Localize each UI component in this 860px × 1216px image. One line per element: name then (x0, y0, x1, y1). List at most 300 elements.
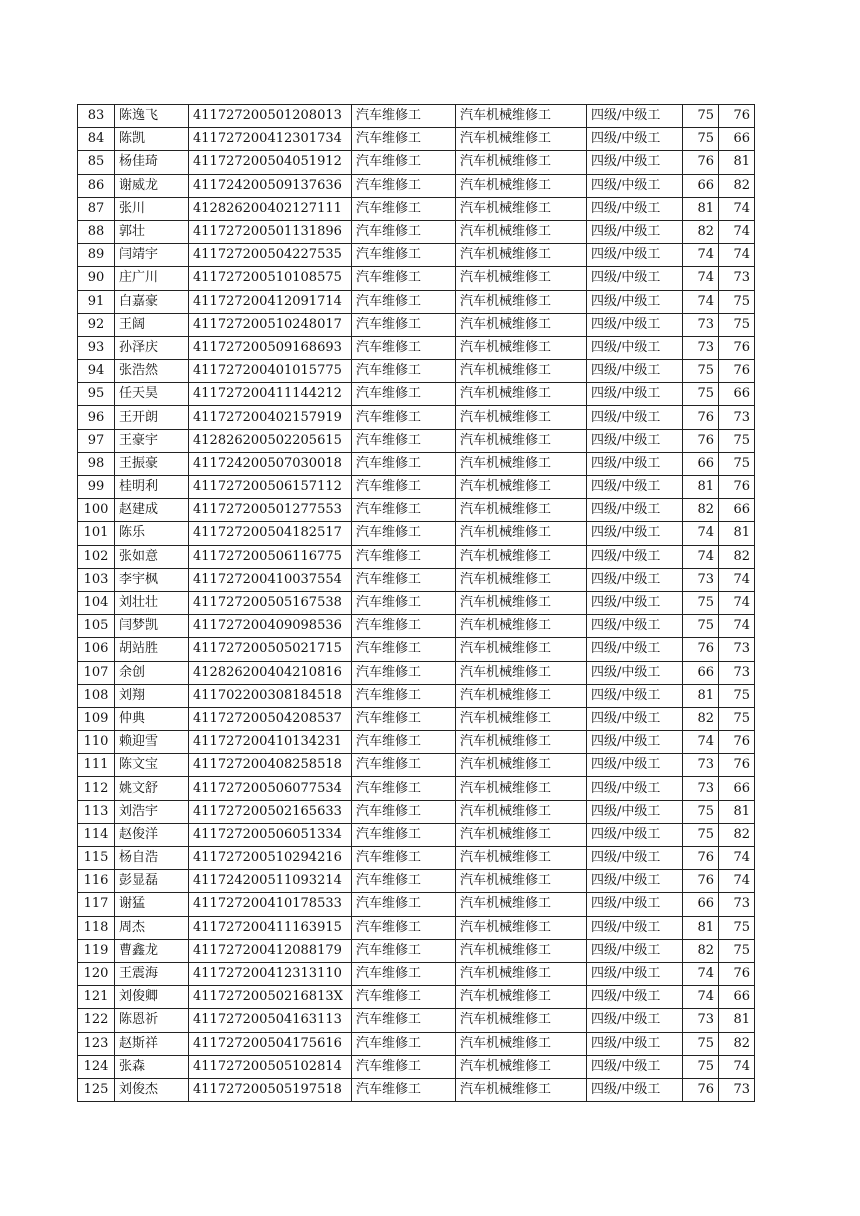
score2-cell: 76 (719, 476, 755, 499)
id-number-cell: 411727200412088179 (189, 939, 352, 962)
score2-cell: 82 (719, 823, 755, 846)
name-cell: 李宇枫 (115, 568, 189, 591)
score2-cell: 76 (719, 105, 755, 128)
id-number-cell: 411727200412091714 (189, 290, 352, 313)
table-row (78, 568, 755, 591)
score2-cell: 74 (719, 847, 755, 870)
trade-cell: 汽车维修工 (352, 754, 456, 777)
name-cell: 陈凯 (115, 128, 189, 151)
table-row (78, 313, 755, 336)
trade-cell: 汽车维修工 (352, 777, 456, 800)
name-cell: 王开朗 (115, 406, 189, 429)
level-cell: 四级/中级工 (587, 128, 683, 151)
table-row (78, 847, 755, 870)
level-cell: 四级/中级工 (587, 313, 683, 336)
name-cell: 彭显磊 (115, 870, 189, 893)
level-cell: 四级/中级工 (587, 731, 683, 754)
level-cell: 四级/中级工 (587, 452, 683, 475)
name-cell: 曹鑫龙 (115, 939, 189, 962)
name-cell: 刘壮壮 (115, 591, 189, 614)
id-number-cell: 41172720050216813X (189, 986, 352, 1009)
score2-cell: 81 (719, 800, 755, 823)
trade-cell: 汽车维修工 (352, 313, 456, 336)
id-number-cell: 411724200509137636 (189, 174, 352, 197)
name-cell: 余创 (115, 661, 189, 684)
id-number-cell: 411727200501277553 (189, 499, 352, 522)
row-number-cell: 119 (78, 939, 115, 962)
score1-cell: 75 (683, 128, 719, 151)
trade-cell: 汽车维修工 (352, 661, 456, 684)
score1-cell: 66 (683, 661, 719, 684)
row-number-cell: 89 (78, 244, 115, 267)
row-number-cell: 91 (78, 290, 115, 313)
name-cell: 赖迎雪 (115, 731, 189, 754)
job-type-cell: 汽车机械维修工 (456, 847, 587, 870)
score1-cell: 75 (683, 823, 719, 846)
row-number-cell: 121 (78, 986, 115, 1009)
score2-cell: 66 (719, 986, 755, 1009)
id-number-cell: 411727200504163113 (189, 1009, 352, 1032)
row-number-cell: 94 (78, 360, 115, 383)
row-number-cell: 102 (78, 545, 115, 568)
trade-cell: 汽车维修工 (352, 452, 456, 475)
level-cell: 四级/中级工 (587, 823, 683, 846)
job-type-cell: 汽车机械维修工 (456, 638, 587, 661)
score1-cell: 74 (683, 545, 719, 568)
level-cell: 四级/中级工 (587, 707, 683, 730)
score2-cell: 66 (719, 383, 755, 406)
table-row (78, 800, 755, 823)
trade-cell: 汽车维修工 (352, 823, 456, 846)
job-type-cell: 汽车机械维修工 (456, 777, 587, 800)
score1-cell: 76 (683, 638, 719, 661)
job-type-cell: 汽车机械维修工 (456, 1009, 587, 1032)
job-type-cell: 汽车机械维修工 (456, 800, 587, 823)
id-number-cell: 411724200511093214 (189, 870, 352, 893)
level-cell: 四级/中级工 (587, 684, 683, 707)
name-cell: 王振豪 (115, 452, 189, 475)
job-type-cell: 汽车机械维修工 (456, 244, 587, 267)
score2-cell: 75 (719, 429, 755, 452)
row-number-cell: 101 (78, 522, 115, 545)
row-number-cell: 125 (78, 1078, 115, 1101)
score2-cell: 75 (719, 290, 755, 313)
row-number-cell: 124 (78, 1055, 115, 1078)
job-type-cell: 汽车机械维修工 (456, 684, 587, 707)
trade-cell: 汽车维修工 (352, 174, 456, 197)
score1-cell: 75 (683, 360, 719, 383)
trade-cell: 汽车维修工 (352, 684, 456, 707)
table-row (78, 244, 755, 267)
level-cell: 四级/中级工 (587, 336, 683, 359)
row-number-cell: 99 (78, 476, 115, 499)
name-cell: 闫靖宇 (115, 244, 189, 267)
table-row (78, 452, 755, 475)
score2-cell: 76 (719, 962, 755, 985)
job-type-cell: 汽车机械维修工 (456, 754, 587, 777)
job-type-cell: 汽车机械维修工 (456, 731, 587, 754)
row-number-cell: 113 (78, 800, 115, 823)
name-cell: 周杰 (115, 916, 189, 939)
job-type-cell: 汽车机械维修工 (456, 916, 587, 939)
id-number-cell: 412826200502205615 (189, 429, 352, 452)
job-type-cell: 汽车机械维修工 (456, 151, 587, 174)
level-cell: 四级/中级工 (587, 360, 683, 383)
score1-cell: 74 (683, 267, 719, 290)
table-row (78, 1078, 755, 1101)
row-number-cell: 110 (78, 731, 115, 754)
score1-cell: 75 (683, 1055, 719, 1078)
row-number-cell: 117 (78, 893, 115, 916)
table-row (78, 661, 755, 684)
name-cell: 王豪宇 (115, 429, 189, 452)
level-cell: 四级/中级工 (587, 220, 683, 243)
score2-cell: 82 (719, 1032, 755, 1055)
level-cell: 四级/中级工 (587, 916, 683, 939)
name-cell: 谢威龙 (115, 174, 189, 197)
trade-cell: 汽车维修工 (352, 545, 456, 568)
row-number-cell: 120 (78, 962, 115, 985)
table-row (78, 1009, 755, 1032)
level-cell: 四级/中级工 (587, 1009, 683, 1032)
row-number-cell: 83 (78, 105, 115, 128)
table-row (78, 754, 755, 777)
score2-cell: 75 (719, 939, 755, 962)
row-number-cell: 93 (78, 336, 115, 359)
id-number-cell: 411727200401015775 (189, 360, 352, 383)
score1-cell: 66 (683, 452, 719, 475)
id-number-cell: 411727200402157919 (189, 406, 352, 429)
row-number-cell: 104 (78, 591, 115, 614)
job-type-cell: 汽车机械维修工 (456, 267, 587, 290)
roster-table-body (78, 105, 755, 1102)
job-type-cell: 汽车机械维修工 (456, 290, 587, 313)
name-cell: 刘俊卿 (115, 986, 189, 1009)
score1-cell: 73 (683, 336, 719, 359)
score1-cell: 76 (683, 847, 719, 870)
score2-cell: 76 (719, 360, 755, 383)
job-type-cell: 汽车机械维修工 (456, 870, 587, 893)
score1-cell: 76 (683, 151, 719, 174)
score1-cell: 73 (683, 777, 719, 800)
job-type-cell: 汽车机械维修工 (456, 220, 587, 243)
score1-cell: 81 (683, 476, 719, 499)
trade-cell: 汽车维修工 (352, 1032, 456, 1055)
level-cell: 四级/中级工 (587, 568, 683, 591)
row-number-cell: 123 (78, 1032, 115, 1055)
id-number-cell: 411727200510294216 (189, 847, 352, 870)
score2-cell: 76 (719, 754, 755, 777)
id-number-cell: 411727200505197518 (189, 1078, 352, 1101)
table-row (78, 406, 755, 429)
trade-cell: 汽车维修工 (352, 220, 456, 243)
score2-cell: 73 (719, 638, 755, 661)
table-row (78, 986, 755, 1009)
table-row (78, 360, 755, 383)
row-number-cell: 84 (78, 128, 115, 151)
score2-cell: 74 (719, 197, 755, 220)
score2-cell: 75 (719, 313, 755, 336)
id-number-cell: 411724200507030018 (189, 452, 352, 475)
table-row (78, 151, 755, 174)
table-row (78, 476, 755, 499)
score1-cell: 73 (683, 568, 719, 591)
name-cell: 张森 (115, 1055, 189, 1078)
table-row (78, 707, 755, 730)
job-type-cell: 汽车机械维修工 (456, 360, 587, 383)
job-type-cell: 汽车机械维修工 (456, 591, 587, 614)
score1-cell: 76 (683, 1078, 719, 1101)
row-number-cell: 85 (78, 151, 115, 174)
job-type-cell: 汽车机械维修工 (456, 615, 587, 638)
level-cell: 四级/中级工 (587, 267, 683, 290)
trade-cell: 汽车维修工 (352, 847, 456, 870)
level-cell: 四级/中级工 (587, 545, 683, 568)
id-number-cell: 411727200504182517 (189, 522, 352, 545)
name-cell: 孙泽庆 (115, 336, 189, 359)
name-cell: 陈文宝 (115, 754, 189, 777)
score2-cell: 81 (719, 522, 755, 545)
job-type-cell: 汽车机械维修工 (456, 174, 587, 197)
name-cell: 刘翔 (115, 684, 189, 707)
job-type-cell: 汽车机械维修工 (456, 1055, 587, 1078)
table-row (78, 267, 755, 290)
score1-cell: 73 (683, 313, 719, 336)
name-cell: 赵俊洋 (115, 823, 189, 846)
name-cell: 谢猛 (115, 893, 189, 916)
row-number-cell: 118 (78, 916, 115, 939)
level-cell: 四级/中级工 (587, 800, 683, 823)
name-cell: 王阔 (115, 313, 189, 336)
trade-cell: 汽车维修工 (352, 267, 456, 290)
score2-cell: 81 (719, 151, 755, 174)
trade-cell: 汽车维修工 (352, 638, 456, 661)
row-number-cell: 96 (78, 406, 115, 429)
score1-cell: 73 (683, 754, 719, 777)
table-row (78, 174, 755, 197)
id-number-cell: 411727200504227535 (189, 244, 352, 267)
score1-cell: 74 (683, 731, 719, 754)
id-number-cell: 412826200404210816 (189, 661, 352, 684)
trade-cell: 汽车维修工 (352, 986, 456, 1009)
trade-cell: 汽车维修工 (352, 383, 456, 406)
job-type-cell: 汽车机械维修工 (456, 707, 587, 730)
id-number-cell: 411727200411144212 (189, 383, 352, 406)
level-cell: 四级/中级工 (587, 105, 683, 128)
score1-cell: 81 (683, 916, 719, 939)
level-cell: 四级/中级工 (587, 197, 683, 220)
job-type-cell: 汽车机械维修工 (456, 962, 587, 985)
name-cell: 张浩然 (115, 360, 189, 383)
trade-cell: 汽车维修工 (352, 336, 456, 359)
score2-cell: 73 (719, 267, 755, 290)
level-cell: 四级/中级工 (587, 847, 683, 870)
score1-cell: 76 (683, 870, 719, 893)
name-cell: 刘浩宇 (115, 800, 189, 823)
job-type-cell: 汽车机械维修工 (456, 197, 587, 220)
id-number-cell: 411702200308184518 (189, 684, 352, 707)
score2-cell: 74 (719, 1055, 755, 1078)
score1-cell: 81 (683, 197, 719, 220)
row-number-cell: 112 (78, 777, 115, 800)
name-cell: 姚文舒 (115, 777, 189, 800)
id-number-cell: 411727200410178533 (189, 893, 352, 916)
level-cell: 四级/中级工 (587, 939, 683, 962)
job-type-cell: 汽车机械维修工 (456, 1078, 587, 1101)
trade-cell: 汽车维修工 (352, 429, 456, 452)
id-number-cell: 411727200505021715 (189, 638, 352, 661)
score1-cell: 75 (683, 383, 719, 406)
name-cell: 张如意 (115, 545, 189, 568)
score2-cell: 75 (719, 916, 755, 939)
row-number-cell: 106 (78, 638, 115, 661)
table-row (78, 638, 755, 661)
level-cell: 四级/中级工 (587, 986, 683, 1009)
row-number-cell: 88 (78, 220, 115, 243)
trade-cell: 汽车维修工 (352, 128, 456, 151)
level-cell: 四级/中级工 (587, 870, 683, 893)
level-cell: 四级/中级工 (587, 476, 683, 499)
name-cell: 胡站胜 (115, 638, 189, 661)
score2-cell: 73 (719, 406, 755, 429)
score2-cell: 73 (719, 1078, 755, 1101)
score2-cell: 74 (719, 615, 755, 638)
name-cell: 赵斯祥 (115, 1032, 189, 1055)
job-type-cell: 汽车机械维修工 (456, 939, 587, 962)
trade-cell: 汽车维修工 (352, 893, 456, 916)
score2-cell: 74 (719, 568, 755, 591)
level-cell: 四级/中级工 (587, 893, 683, 916)
trade-cell: 汽车维修工 (352, 1078, 456, 1101)
table-row (78, 128, 755, 151)
table-row (78, 823, 755, 846)
score2-cell: 75 (719, 684, 755, 707)
trade-cell: 汽车维修工 (352, 800, 456, 823)
id-number-cell: 411727200501208013 (189, 105, 352, 128)
name-cell: 闫梦凯 (115, 615, 189, 638)
trade-cell: 汽车维修工 (352, 406, 456, 429)
level-cell: 四级/中级工 (587, 383, 683, 406)
score2-cell: 81 (719, 1009, 755, 1032)
row-number-cell: 90 (78, 267, 115, 290)
table-row (78, 545, 755, 568)
job-type-cell: 汽车机械维修工 (456, 105, 587, 128)
score1-cell: 81 (683, 684, 719, 707)
level-cell: 四级/中级工 (587, 1078, 683, 1101)
name-cell: 仲典 (115, 707, 189, 730)
trade-cell: 汽车维修工 (352, 522, 456, 545)
row-number-cell: 116 (78, 870, 115, 893)
row-number-cell: 87 (78, 197, 115, 220)
score2-cell: 74 (719, 244, 755, 267)
name-cell: 杨自浩 (115, 847, 189, 870)
score2-cell: 82 (719, 174, 755, 197)
name-cell: 白嘉豪 (115, 290, 189, 313)
table-row (78, 1055, 755, 1078)
id-number-cell: 411727200409098536 (189, 615, 352, 638)
table-row (78, 684, 755, 707)
table-row (78, 591, 755, 614)
job-type-cell: 汽车机械维修工 (456, 568, 587, 591)
name-cell: 赵建成 (115, 499, 189, 522)
table-row (78, 522, 755, 545)
level-cell: 四级/中级工 (587, 174, 683, 197)
id-number-cell: 411727200410134231 (189, 731, 352, 754)
name-cell: 陈乐 (115, 522, 189, 545)
level-cell: 四级/中级工 (587, 522, 683, 545)
row-number-cell: 108 (78, 684, 115, 707)
score2-cell: 76 (719, 731, 755, 754)
job-type-cell: 汽车机械维修工 (456, 661, 587, 684)
id-number-cell: 411727200408258518 (189, 754, 352, 777)
score1-cell: 76 (683, 406, 719, 429)
score1-cell: 82 (683, 499, 719, 522)
row-number-cell: 111 (78, 754, 115, 777)
table-row (78, 336, 755, 359)
id-number-cell: 411727200502165633 (189, 800, 352, 823)
row-number-cell: 95 (78, 383, 115, 406)
job-type-cell: 汽车机械维修工 (456, 522, 587, 545)
level-cell: 四级/中级工 (587, 244, 683, 267)
table-row (78, 429, 755, 452)
score2-cell: 82 (719, 545, 755, 568)
id-number-cell: 412826200402127111 (189, 197, 352, 220)
id-number-cell: 411727200410037554 (189, 568, 352, 591)
table-row (78, 1032, 755, 1055)
id-number-cell: 411727200506051334 (189, 823, 352, 846)
score2-cell: 74 (719, 220, 755, 243)
id-number-cell: 411727200510108575 (189, 267, 352, 290)
trade-cell: 汽车维修工 (352, 1009, 456, 1032)
score1-cell: 74 (683, 522, 719, 545)
score1-cell: 82 (683, 939, 719, 962)
row-number-cell: 100 (78, 499, 115, 522)
row-number-cell: 105 (78, 615, 115, 638)
trade-cell: 汽车维修工 (352, 615, 456, 638)
level-cell: 四级/中级工 (587, 151, 683, 174)
table-row (78, 893, 755, 916)
job-type-cell: 汽车机械维修工 (456, 1032, 587, 1055)
score1-cell: 82 (683, 707, 719, 730)
trade-cell: 汽车维修工 (352, 707, 456, 730)
level-cell: 四级/中级工 (587, 615, 683, 638)
job-type-cell: 汽车机械维修工 (456, 476, 587, 499)
table-row (78, 105, 755, 128)
id-number-cell: 411727200504051912 (189, 151, 352, 174)
name-cell: 陈恩祈 (115, 1009, 189, 1032)
score1-cell: 76 (683, 429, 719, 452)
score1-cell: 75 (683, 591, 719, 614)
name-cell: 刘俊杰 (115, 1078, 189, 1101)
table-row (78, 777, 755, 800)
trade-cell: 汽车维修工 (352, 591, 456, 614)
id-number-cell: 411727200506157112 (189, 476, 352, 499)
score2-cell: 76 (719, 336, 755, 359)
table-row (78, 870, 755, 893)
name-cell: 郭壮 (115, 220, 189, 243)
table-row (78, 383, 755, 406)
trade-cell: 汽车维修工 (352, 360, 456, 383)
trade-cell: 汽车维修工 (352, 1055, 456, 1078)
score2-cell: 73 (719, 893, 755, 916)
name-cell: 桂明利 (115, 476, 189, 499)
job-type-cell: 汽车机械维修工 (456, 545, 587, 568)
table-row (78, 290, 755, 313)
name-cell: 陈逸飞 (115, 105, 189, 128)
table-row (78, 962, 755, 985)
table-row (78, 939, 755, 962)
id-number-cell: 411727200506116775 (189, 545, 352, 568)
